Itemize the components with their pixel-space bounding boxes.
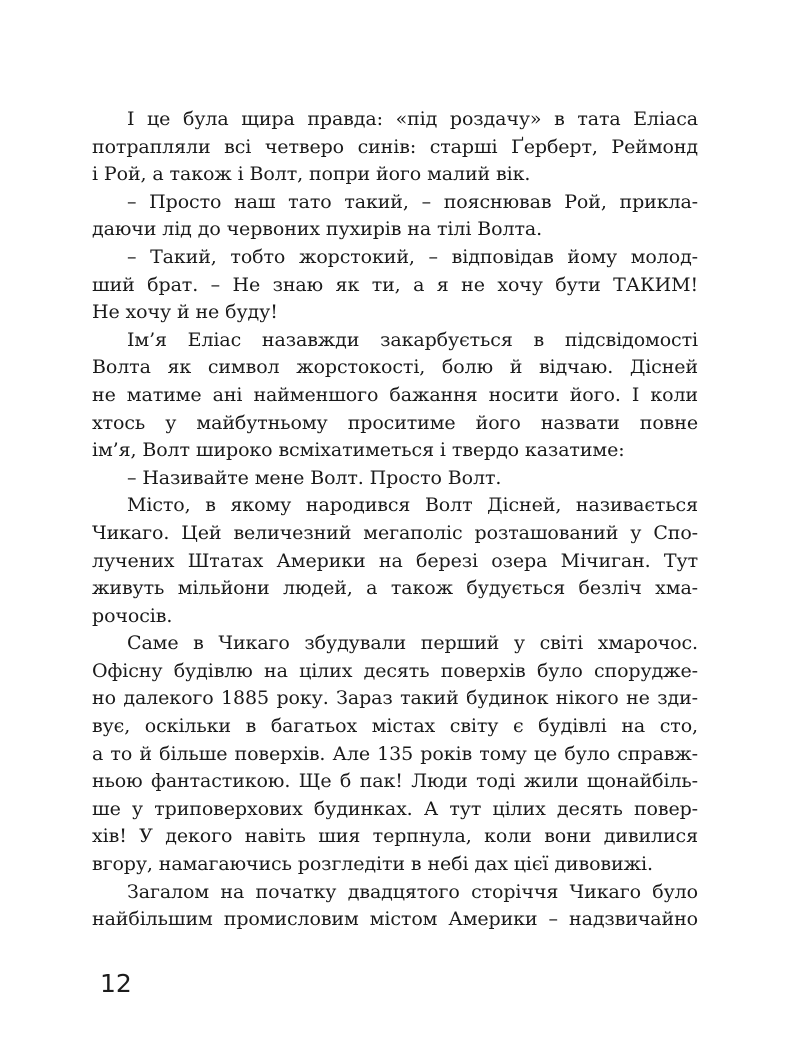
text-line: Чикаго. Цей величезний мегаполіс розташований у Спо- (92, 521, 698, 544)
text-line: живуть мільйони людей, а також будується безліч хма- (92, 577, 698, 600)
text-line: Саме в Чикаго збудували перший у світі хмарочос. (127, 632, 698, 655)
page-text-block (92, 106, 698, 934)
text-line: потрапляли всі четверо синів: старші Ґерберт, Реймонд (92, 135, 698, 158)
paragraph-5 (92, 465, 698, 493)
text-line: ім’я, Волт широко всміхатиметься і твердо казатиме: (92, 439, 625, 462)
text-line: Волта як символ жорстокості, болю й відчаю. Дісней (92, 356, 698, 379)
paragraph-2 (92, 189, 698, 244)
paragraph-8 (92, 879, 698, 934)
text-line: лучених Штатах Америки на березі озера Мічиган. Тут (92, 549, 698, 572)
text-line: хтось у майбутньому проситиме його назвати повне (92, 411, 698, 434)
text-line: – Просто наш тато такий, – пояснював Рой, прикла- (127, 190, 698, 213)
paragraph-4 (92, 327, 698, 465)
text-line: – Називайте мене Волт. Просто Волт. (127, 466, 502, 489)
text-line: найбільшим промисловим містом Америки – надзвичайно (92, 908, 698, 931)
text-line: даючи лід до червоних пухирів на тілі Волта. (92, 218, 543, 241)
text-line: і Рой, а також і Волт, попри його малий вік. (92, 163, 531, 186)
paragraph-3 (92, 244, 698, 327)
text-line: вгору, намагаючись розгледіти в небі дах цієї дивовижі. (92, 853, 653, 876)
text-line: Офісну будівлю на цілих десять поверхів було спорудже- (92, 659, 698, 682)
text-line: Загалом на початку двадцятого сторіччя Чикаго було (127, 880, 698, 903)
text-line: ше у триповерхових будинках. А тут цілих десять повер- (92, 797, 698, 820)
text-line: ньою фантастикою. Ще б пак! Люди тоді жили щонайбіль- (92, 770, 698, 793)
text-line: Ім’я Еліас назавжди закарбується в підсвідомості (127, 328, 698, 351)
text-line: Місто, в якому народився Волт Дісней, називається (127, 494, 698, 517)
text-line: хів! У декого навіть шия терпнула, коли вони дивилися (92, 825, 698, 848)
text-line: вує, оскільки в багатьох містах світу є будівлі на сто, (92, 715, 698, 738)
paragraph-1 (92, 106, 698, 189)
paragraph-6 (92, 492, 698, 630)
paragraph-7 (92, 630, 698, 878)
text-line: рочосів. (92, 604, 173, 627)
text-line: – Такий, тобто жорстокий, – відповідав йому молод- (127, 245, 698, 268)
text-line: но далекого 1885 року. Зараз такий будинок нікого не зди- (92, 687, 698, 710)
text-line: І це була щира правда: «під роздачу» в тата Еліаса (127, 108, 698, 130)
text-line: не матиме ані найменшого бажання носити його. І коли (92, 383, 698, 406)
text-line: Не хочу й не буду! (92, 301, 278, 324)
page-number: 12 (100, 969, 132, 998)
text-line: ший брат. – Не знаю як ти, а я не хочу бути ТАКИМ! (92, 273, 698, 296)
text-line: а то й більше поверхів. Але 135 років тому це було справж- (92, 742, 698, 765)
